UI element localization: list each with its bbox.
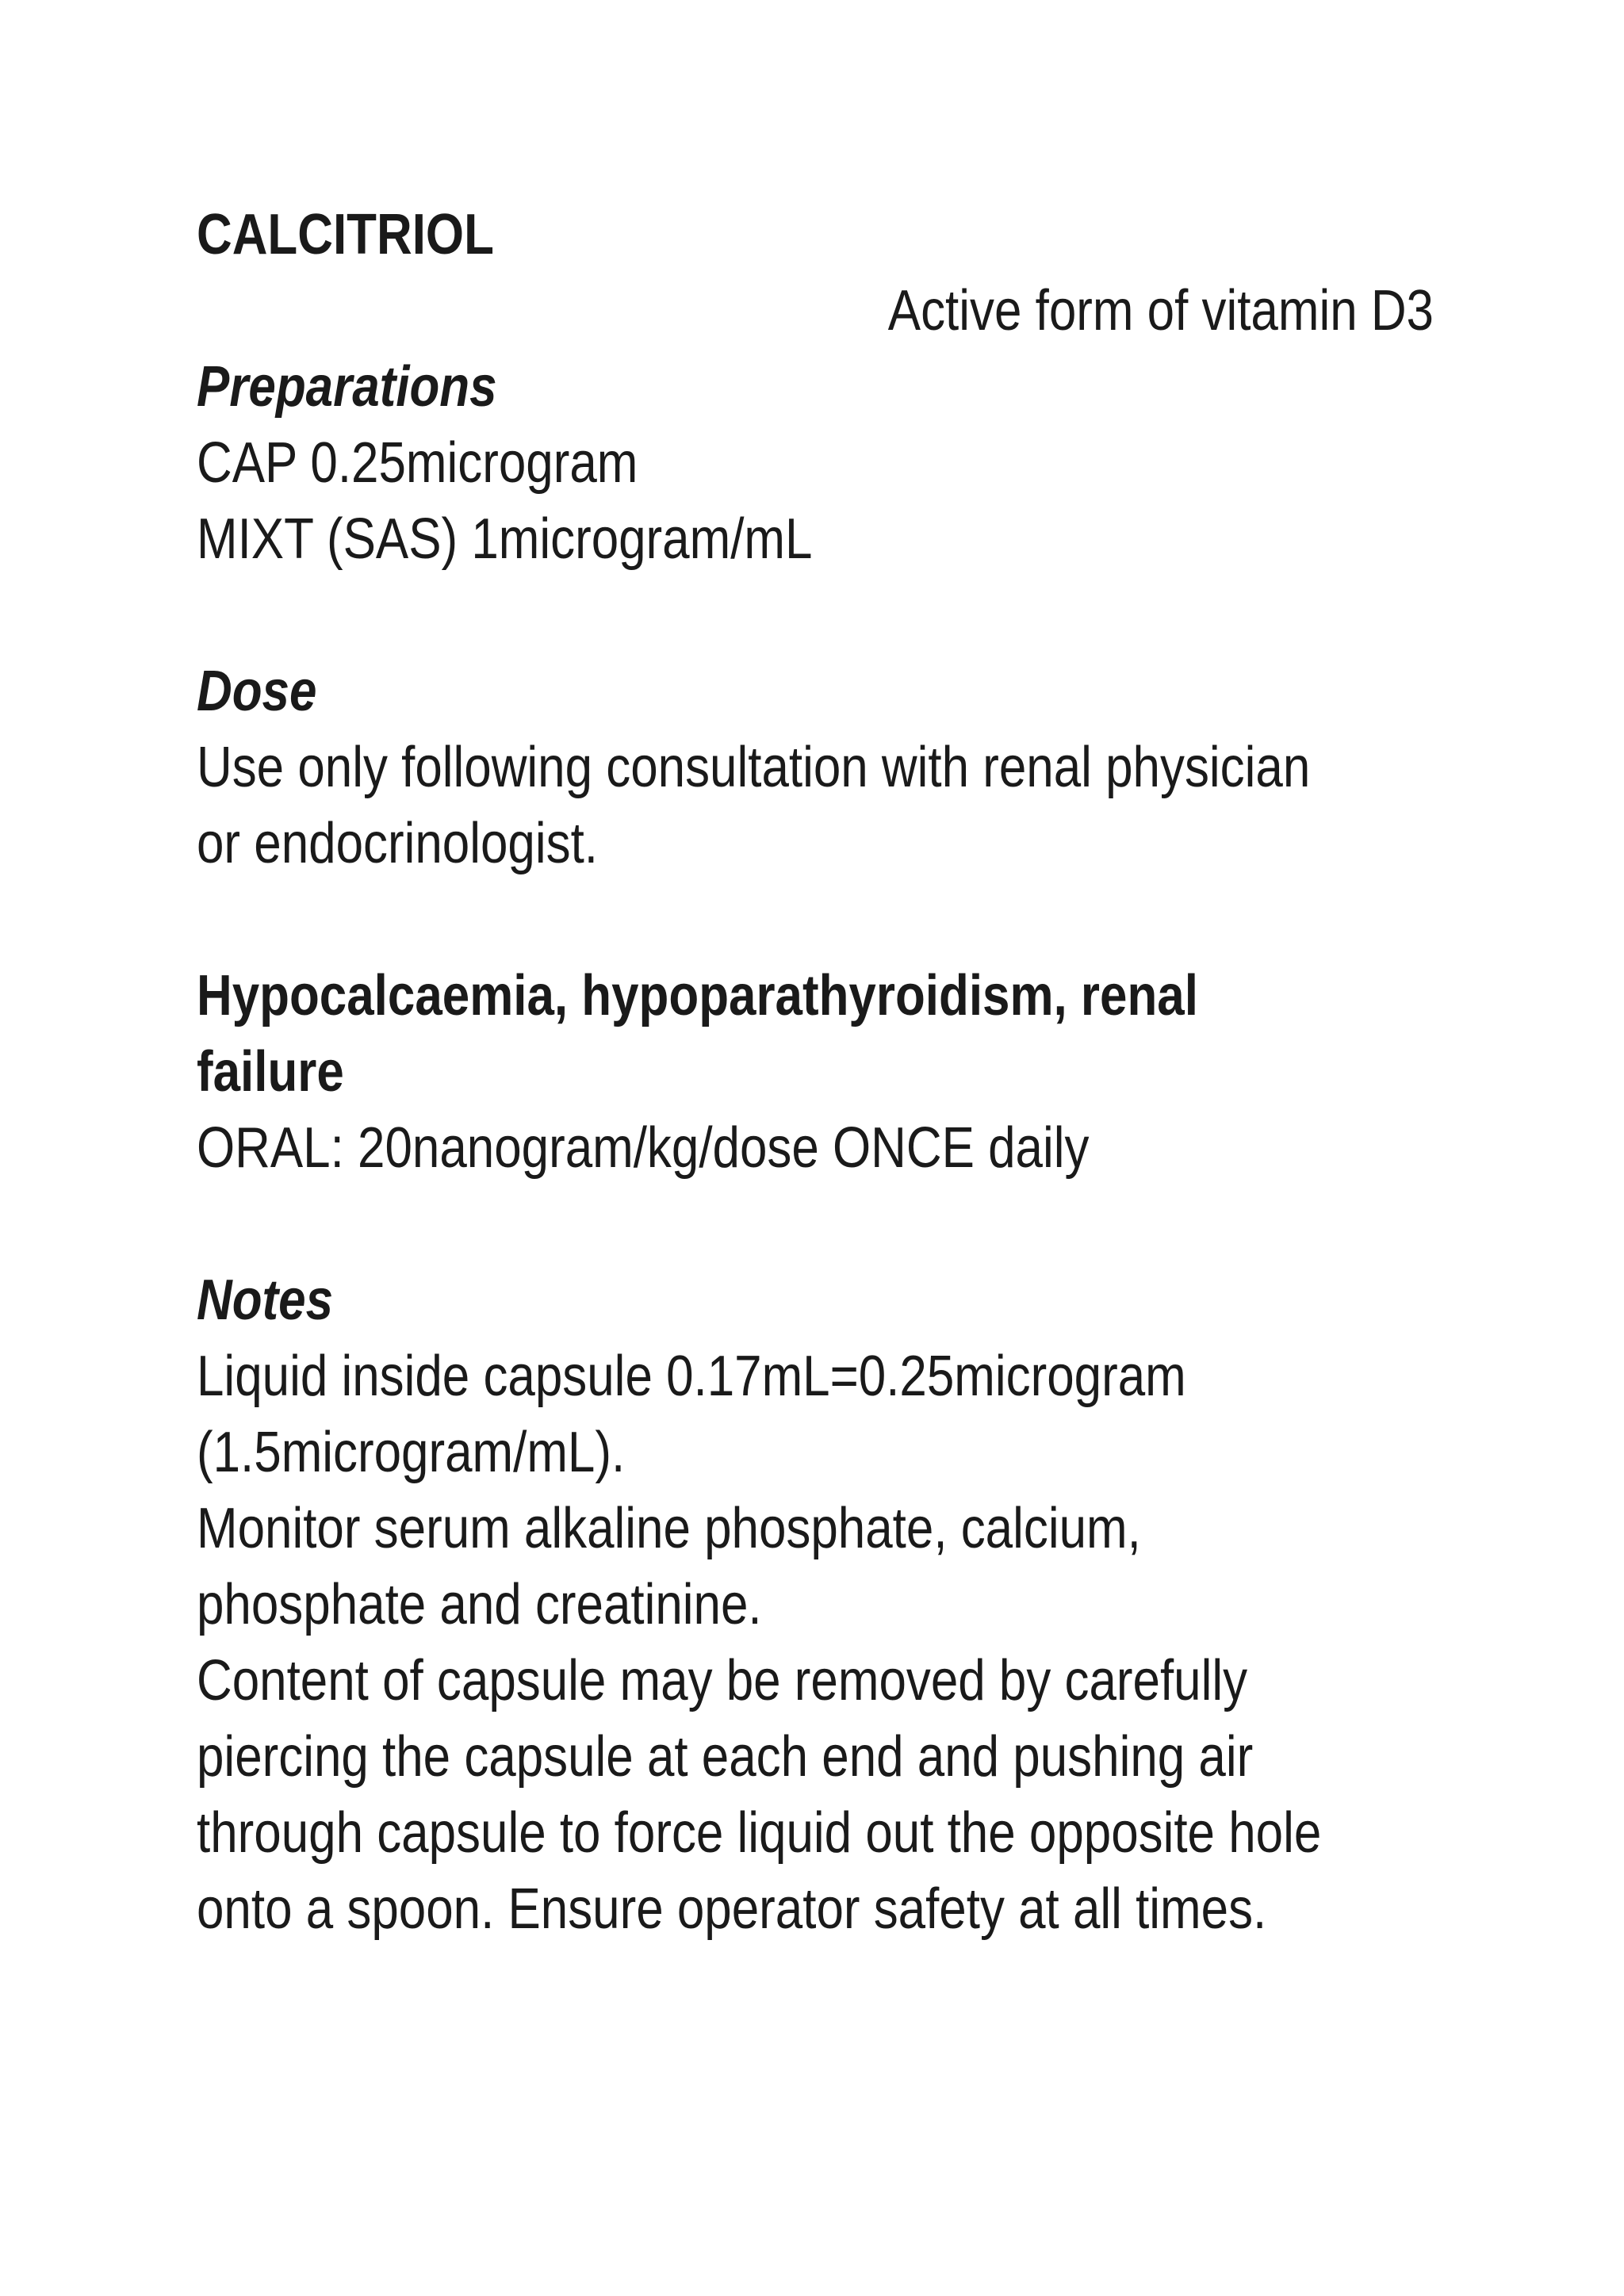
spacer <box>197 882 1434 958</box>
notes-line: Liquid inside capsule 0.17mL=0.25microgram <box>197 1345 1186 1408</box>
notes-line: Monitor serum alkaline phosphate, calcium, <box>197 1497 1141 1560</box>
notes-line: onto a spoon. Ensure operator safety at all times. <box>197 1877 1267 1941</box>
preparation-item: CAP 0.25microgram <box>197 431 638 495</box>
dose-text: or endocrinologist. <box>197 812 598 875</box>
drug-description: Active form of vitamin D3 <box>887 279 1434 342</box>
notes-line: phosphate and creatinine. <box>197 1573 762 1636</box>
spacer <box>197 577 1434 653</box>
notes-line: (1.5microgram/mL). <box>197 1421 626 1484</box>
notes-line: piercing the capsule at each end and pushing air <box>197 1725 1254 1789</box>
notes-heading: Notes <box>197 1269 334 1332</box>
preparation-item: MIXT (SAS) 1microgram/mL <box>197 507 813 571</box>
indication-heading: Hypocalcaemia, hypoparathyroidism, renal <box>197 964 1198 1027</box>
drug-name: CALCITRIOL <box>197 203 494 266</box>
spacer <box>197 1186 1434 1262</box>
dose-text: Use only following consultation with renal physician <box>197 736 1311 799</box>
notes-line: Content of capsule may be removed by carefully <box>197 1649 1248 1712</box>
dose-heading: Dose <box>197 660 317 723</box>
indication-heading: failure <box>197 1040 344 1104</box>
preparations-heading: Preparations <box>197 355 497 419</box>
monograph <box>197 197 1434 1947</box>
notes-line: through capsule to force liquid out the opposite hole <box>197 1801 1322 1865</box>
indication-regimen: ORAL: 20nanogram/kg/dose ONCE daily <box>197 1116 1090 1180</box>
